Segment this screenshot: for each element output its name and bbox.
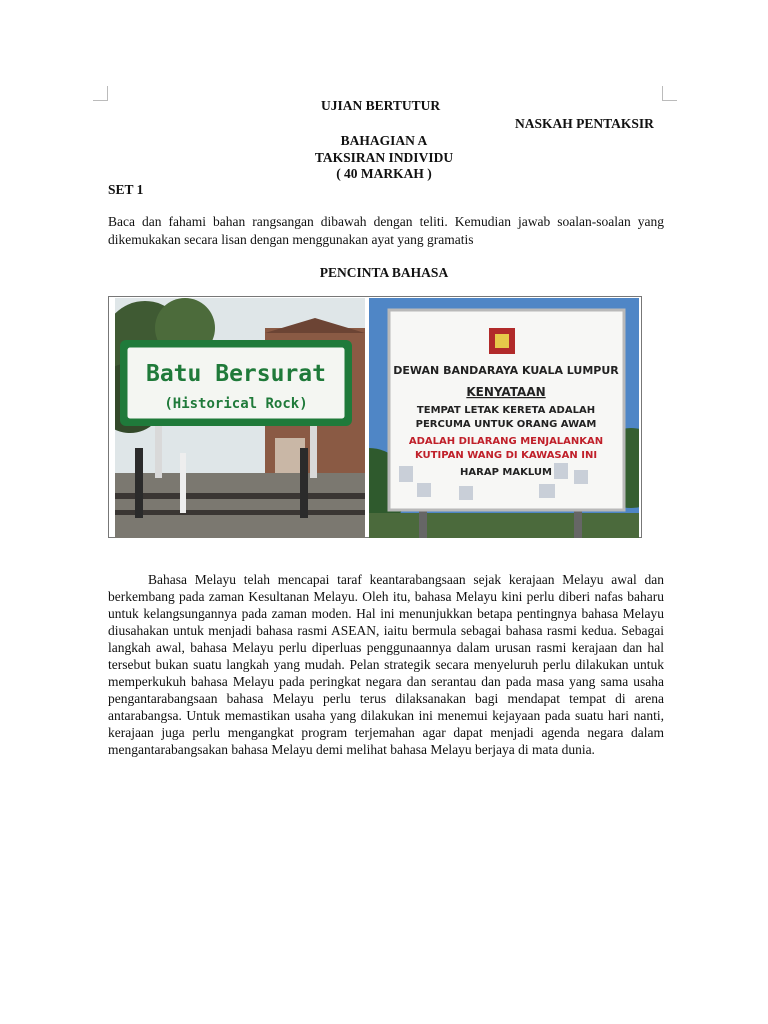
photo-batu-bersurat — [115, 298, 365, 538]
section-label: BAHAGIAN A — [340, 133, 428, 148]
sign-text-historical-rock: (Historical Rock) — [164, 396, 308, 412]
notice-line-1: TEMPAT LETAK KERETA ADALAH — [416, 405, 596, 416]
notice-authority: DEWAN BANDARAYA KUALA LUMPUR — [393, 364, 619, 377]
passage-paragraph: Bahasa Melayu telah mencapai taraf keantarabangsaan sejak kerajaan Melayu awal dan berkembang pada zaman Kesultanan Melayu. Oleh itu, bahasa Melayu kini perlu diberi nafas baharu untuk kelangsungannya pada zaman moden. Hal ini menunjukkan betapa pentingnya bahasa Melayu diusahakan untuk menjadi bahasa rasmi ASEAN, iaitu bermula sebagai bahasa rasmi kedua. Sebagai langkah awal, bahasa Melayu perlu diperluas penggunaannya dalam urusan rasmi kerajaan dan hal tersebut bukan suatu langkah yang mudah. Pelan strategik secara menyeluruh perlu dilakukan untuk memperkukuh bahasa Melayu pada peringkat negara dan serantau dan pada masa yang sama usaha pengantarabangsaan bahasa Melayu perlu terus dilaksanakan bagi mendapat tempat di arena antarabangsa. Untuk memastikan usaha yang dilakukan ini menemui kejayaan pada suatu hari nanti, kerajaan juga perlu mengangkat program terjemahan agar dapat menjadi agenda negara dalam mengantarabangsakan bahasa Melayu demi melihat bahasa Melayu berjaya di mata dunia. — [108, 572, 664, 757]
notice-line-5: HARAP MAKLUM — [460, 467, 552, 478]
passage-body — [108, 571, 664, 758]
exam-title: UJIAN BERTUTUR — [321, 98, 441, 113]
crop-mark-top-left — [93, 86, 108, 101]
set-label: SET 1 — [108, 182, 144, 197]
photo-dbkl-notice — [369, 298, 639, 538]
notice-heading: KENYATAAN — [466, 385, 546, 399]
script-type: NASKAH PENTAKSIR — [515, 116, 654, 131]
sign-text-batu-bersurat: Batu Bersurat — [145, 361, 327, 387]
instructions: Baca dan fahami bahan rangsangan dibawah dengan teliti. Kemudian jawab soalan-soalan yang dikemukakan secara lisan dengan menggunakan ayat yang gramatis — [108, 214, 664, 247]
stimulus-images — [108, 296, 642, 538]
assessment-label: TAKSIRAN INDIVIDU — [314, 150, 454, 165]
photo-batu-bersurat-graphic — [115, 298, 365, 538]
notice-line-3: ADALAH DILARANG MENJALANKAN — [408, 436, 604, 447]
marks-label: ( 40 MARKAH ) — [336, 166, 432, 181]
crop-mark-top-right — [662, 86, 677, 101]
passage-title: PENCINTA BAHASA — [319, 265, 449, 280]
photo-dbkl-notice-graphic — [369, 298, 639, 538]
notice-line-2: PERCUMA UNTUK ORANG AWAM — [415, 419, 597, 430]
notice-line-4: KUTIPAN WANG DI KAWASAN INI — [414, 450, 598, 461]
